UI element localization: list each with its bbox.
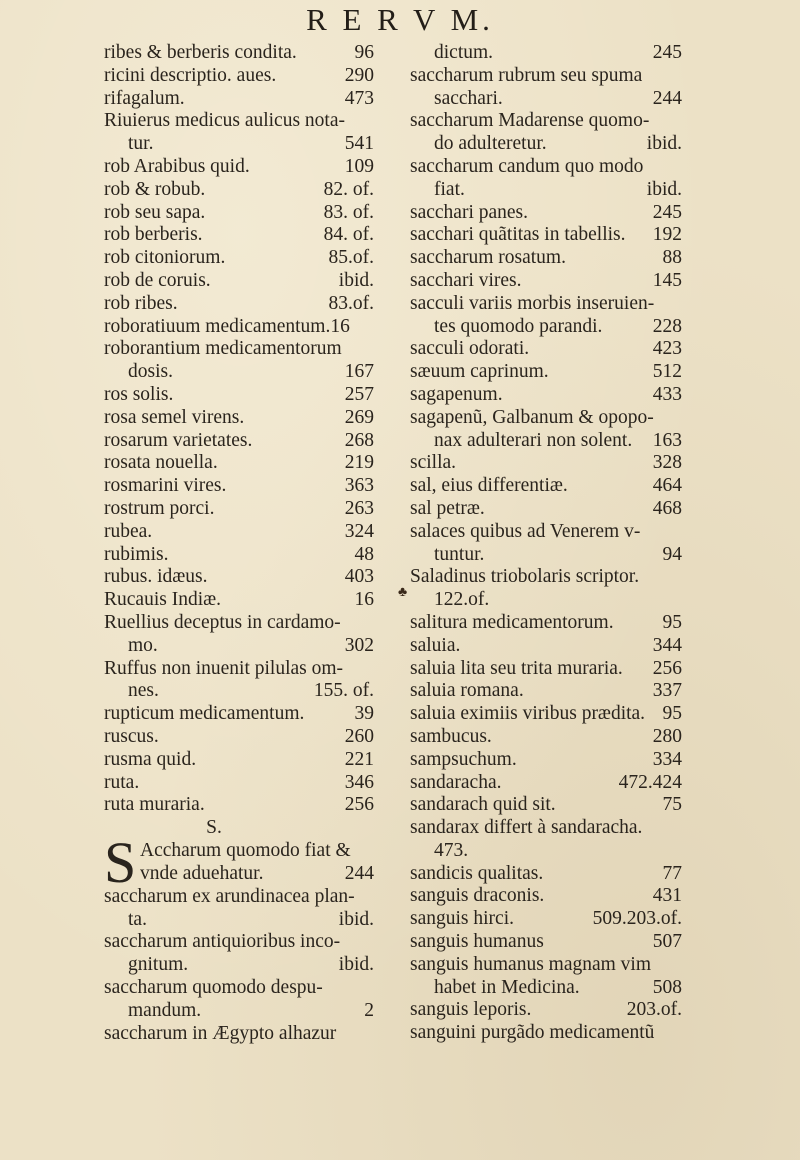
index-entry: [410, 931, 682, 954]
entry-term: rubimis.: [104, 543, 169, 565]
index-entry: [410, 794, 682, 817]
entry-term: sandarax differt à sandaracha.: [410, 817, 643, 839]
index-entry: [410, 977, 682, 1000]
index-entry: [104, 475, 374, 498]
entry-page-ref: 163: [652, 429, 682, 451]
entry-term: nax adulterari non solent.: [434, 429, 633, 451]
index-entry: [410, 475, 682, 498]
entry-page-ref: 244: [344, 862, 374, 884]
index-entry: [410, 247, 682, 270]
index-entry: [410, 703, 682, 726]
entry-page-ref: 167: [344, 361, 374, 383]
entry-page-ref: ibid.: [646, 133, 682, 155]
index-entry: [410, 179, 682, 202]
entry-term: nes.: [128, 680, 159, 702]
dropcap-letter: S: [104, 829, 137, 895]
index-entry: [104, 589, 374, 612]
entry-page-ref: 346: [344, 771, 374, 793]
index-column-right: [410, 42, 682, 1045]
entry-term: Riuierus medicus aulicus nota-: [104, 110, 345, 132]
index-entry: [410, 885, 682, 908]
entry-term: sacculi variis morbis inseruien-: [410, 292, 655, 314]
entry-page-ref: 472.424: [618, 771, 682, 793]
entry-term: sal petræ.: [410, 497, 485, 519]
index-entry: [104, 133, 374, 156]
entry-page-ref: 337: [652, 680, 682, 702]
entry-page-ref: 48: [354, 543, 374, 565]
index-entry: [410, 1022, 682, 1045]
entry-page-ref: 268: [344, 429, 374, 451]
index-entry: [410, 658, 682, 681]
index-entry: [410, 270, 682, 293]
index-entry: [410, 42, 682, 65]
entry-page-ref: 94: [662, 543, 682, 565]
index-entry: [140, 863, 374, 886]
index-entry: [104, 886, 374, 909]
index-entry: [410, 863, 682, 886]
index-entry: [410, 202, 682, 225]
entry-term: sacculi odorati.: [410, 338, 530, 360]
index-entry: [410, 384, 682, 407]
entry-term: salitura medicamentorum.: [410, 611, 614, 633]
entry-page-ref: 324: [344, 520, 374, 542]
index-entry: [104, 566, 374, 589]
index-entry: [410, 316, 682, 339]
index-entry: [410, 749, 682, 772]
entry-page-ref: 423: [652, 338, 682, 360]
index-entry: [410, 612, 682, 635]
entry-term: sanguis humanus: [410, 931, 544, 953]
entry-term: rifagalum.: [104, 87, 185, 109]
entry-term: saccharum rubrum seu spuma: [410, 64, 643, 86]
index-entry: [104, 954, 374, 977]
entry-page-ref: 83. of.: [323, 201, 374, 223]
index-entry: [410, 817, 682, 840]
entry-term: ruta muraria.: [104, 794, 205, 816]
section-letter: S.: [206, 817, 222, 839]
entry-term: tur.: [128, 133, 154, 155]
entry-term: sanguis leporis.: [410, 999, 532, 1021]
entry-term: dictum.: [434, 42, 494, 63]
index-entry: [410, 361, 682, 384]
entry-page-ref: 203.of.: [626, 999, 682, 1021]
entry-term: Ruffus non inuenit pilulas om-: [104, 657, 344, 679]
index-entry: [104, 384, 374, 407]
entry-term: ribes & berberis condita.: [104, 42, 297, 63]
entry-page-ref: 507: [652, 931, 682, 953]
entry-term: mo.: [128, 634, 158, 656]
entry-page-ref: 508: [652, 976, 682, 998]
index-entry: [104, 65, 374, 88]
entry-term: sacchari.: [434, 87, 503, 109]
entry-term: rob seu sapa.: [104, 201, 206, 223]
index-column-left: [104, 42, 374, 1045]
entry-term: rubus. idæus.: [104, 566, 208, 588]
entry-term: saccharum quomodo despu-: [104, 977, 323, 999]
entry-term: rosarum varietates.: [104, 429, 253, 451]
index-entry: [410, 110, 682, 133]
entry-page-ref: 228: [652, 315, 682, 337]
entry-term: Accharum quomodo fiat &: [140, 839, 351, 861]
entry-term: saluia eximiis viribus prædita.: [410, 703, 646, 725]
entry-page-ref: 244: [652, 87, 682, 109]
index-entry: [104, 931, 374, 954]
entry-term: salaces quibus ad Venerem v-: [410, 520, 641, 542]
index-entry: [104, 658, 374, 681]
index-entry: [410, 452, 682, 475]
entry-page-ref: 512: [652, 361, 682, 383]
index-entry: [104, 635, 374, 658]
entry-term: rosa semel virens.: [104, 406, 245, 428]
entry-term: sagapenũ, Galbanum & opopo-: [410, 406, 654, 428]
index-entry: [410, 88, 682, 111]
entry-page-ref: 290: [344, 64, 374, 86]
entry-term: sandarach quid sit.: [410, 794, 556, 816]
index-entry: [410, 407, 682, 430]
index-entry: [104, 794, 374, 817]
entry-page-ref: 334: [652, 748, 682, 770]
entry-page-ref: 83.of.: [328, 292, 374, 314]
entry-term: 122.of.: [434, 589, 490, 611]
entry-term: ta.: [128, 908, 147, 930]
entry-page-ref: 280: [652, 725, 682, 747]
entry-term: saccharum rosatum.: [410, 247, 566, 269]
entry-term: do adulteretur.: [434, 133, 547, 155]
entry-term: rob citoniorum.: [104, 247, 226, 269]
entry-term: rostrum porci.: [104, 497, 215, 519]
entry-term: sacchari vires.: [410, 269, 522, 291]
entry-term: saluia romana.: [410, 680, 524, 702]
entry-page-ref: ibid.: [338, 954, 374, 976]
entry-term: rob ribes.: [104, 292, 178, 314]
entry-term: saccharum ex arundinacea plan-: [104, 885, 355, 907]
entry-term: sal, eius differentiæ.: [410, 475, 568, 497]
entry-page-ref: 39: [354, 703, 374, 725]
index-entry: [410, 224, 682, 247]
index-entry: [104, 1023, 374, 1046]
index-entry: [410, 133, 682, 156]
index-entry: [104, 544, 374, 567]
entry-page-ref: 88: [662, 247, 682, 269]
index-entry: [104, 202, 374, 225]
entry-term: Ruellius deceptus in cardamo-: [104, 611, 341, 633]
index-entry: [410, 999, 682, 1022]
index-entry: [104, 703, 374, 726]
entry-term: sacchari quãtitas in tabellis.: [410, 224, 626, 246]
entry-page-ref: 219: [344, 452, 374, 474]
index-entry: [410, 908, 682, 931]
entry-page-ref: 245: [652, 201, 682, 223]
entry-term: saccharum in Ægypto alhazur: [104, 1022, 337, 1044]
entry-page-ref: 509.203.of.: [592, 908, 682, 930]
index-entry: [104, 338, 374, 361]
index-entry: [104, 726, 374, 749]
entry-term: dosis.: [128, 361, 173, 383]
entry-page-ref: 363: [344, 475, 374, 497]
index-entry: [104, 498, 374, 521]
entry-page-ref: 96: [354, 42, 374, 63]
entry-term: rosata nouella.: [104, 452, 218, 474]
index-entry: [104, 247, 374, 270]
index-entry: [410, 566, 682, 589]
index-entry: [410, 521, 682, 544]
entry-term: scilla.: [410, 452, 457, 474]
entry-page-ref: 145: [652, 269, 682, 291]
index-entry: [104, 521, 374, 544]
entry-term: vnde aduehatur.: [140, 862, 264, 884]
index-entry: [104, 179, 374, 202]
entry-page-ref: ibid.: [338, 908, 374, 930]
entry-term: sambucus.: [410, 725, 492, 747]
index-entry: [410, 498, 682, 521]
index-entry: [104, 110, 374, 133]
index-entry: [410, 589, 682, 612]
dropcap-block: [104, 829, 374, 895]
entry-page-ref: 77: [662, 862, 682, 884]
index-entry: [410, 65, 682, 88]
index-entry: [410, 544, 682, 567]
entry-term: rosmarini vires.: [104, 475, 227, 497]
entry-term: sanguis hirci.: [410, 908, 514, 930]
ornament-mark: ♣: [398, 585, 408, 600]
entry-term: Rucauis Indiæ.: [104, 589, 221, 611]
entry-term: sagapenum.: [410, 383, 503, 405]
entry-term: saccharum Madarense quomo-: [410, 110, 650, 132]
entry-term: gnitum.: [128, 954, 189, 976]
index-entry: [104, 749, 374, 772]
entry-page-ref: 16: [354, 589, 374, 611]
index-entry: [104, 909, 374, 932]
entry-page-ref: 260: [344, 725, 374, 747]
entry-page-ref: 82. of.: [323, 178, 374, 200]
entry-term: sanguis humanus magnam vim: [410, 953, 652, 975]
entry-term: ruscus.: [104, 725, 159, 747]
entry-term: ruta.: [104, 771, 140, 793]
index-entry: [104, 430, 374, 453]
entry-term: sacchari panes.: [410, 201, 529, 223]
index-entry: [410, 156, 682, 179]
entry-term: sæuum caprinum.: [410, 361, 549, 383]
index-entry: [410, 293, 682, 316]
index-entry: [410, 954, 682, 977]
entry-term: rusma quid.: [104, 748, 197, 770]
entry-page-ref: 256: [652, 657, 682, 679]
entry-term: roborantium medicamentorum: [104, 338, 342, 360]
entry-page-ref: 221: [344, 748, 374, 770]
entry-term: sandicis qualitas.: [410, 862, 544, 884]
entry-page-ref: 95: [662, 611, 682, 633]
index-entry: [104, 224, 374, 247]
entry-page-ref: ibid.: [646, 178, 682, 200]
entry-term: rob Arabibus quid.: [104, 155, 250, 177]
entry-page-ref: 155. of.: [313, 680, 374, 702]
index-entry: [104, 316, 374, 339]
index-entry: [410, 840, 682, 863]
entry-page-ref: 95: [662, 703, 682, 725]
index-entry: [104, 88, 374, 111]
index-entry: [104, 42, 374, 65]
entry-page-ref: 431: [652, 885, 682, 907]
entry-term: tuntur.: [434, 543, 485, 565]
entry-page-ref: 464: [652, 475, 682, 497]
entry-page-ref: 468: [652, 497, 682, 519]
entry-term: rob de coruis.: [104, 269, 211, 291]
entry-term: saluia lita seu trita muraria.: [410, 657, 623, 679]
entry-page-ref: 473: [344, 87, 374, 109]
entry-term: ricini descriptio. aues.: [104, 64, 277, 86]
entry-page-ref: 269: [344, 406, 374, 428]
entry-page-ref: 257: [344, 383, 374, 405]
entry-page-ref: 433: [652, 383, 682, 405]
entry-term: Saladinus triobolaris scriptor.: [410, 566, 640, 588]
index-entry: [410, 680, 682, 703]
entry-page-ref: 85.of.: [328, 247, 374, 269]
entry-term: fiat.: [434, 178, 465, 200]
entry-term: 473.: [434, 839, 469, 861]
entry-term: sanguis draconis.: [410, 885, 545, 907]
entry-term: sandaracha.: [410, 771, 502, 793]
entry-page-ref: 109: [344, 155, 374, 177]
index-entry: [104, 293, 374, 316]
index-entry: [104, 680, 374, 703]
entry-page-ref: 2: [364, 999, 374, 1021]
entry-page-ref: 344: [652, 634, 682, 656]
entry-term: sanguini purgãdo medicamentũ: [410, 1022, 655, 1044]
entry-term: rupticum medicamentum.: [104, 703, 305, 725]
entry-term: rubea.: [104, 520, 153, 542]
entry-page-ref: 328: [652, 452, 682, 474]
entry-page-ref: 541: [344, 133, 374, 155]
entry-term: sampsuchum.: [410, 748, 517, 770]
entry-term: saluia.: [410, 634, 461, 656]
entry-term: saccharum antiquioribus inco-: [104, 931, 341, 953]
index-entry: [104, 612, 374, 635]
index-entry: [410, 772, 682, 795]
entry-term: roboratiuum medicamentum.16: [104, 315, 350, 337]
entry-page-ref: ibid.: [338, 269, 374, 291]
index-entry: [410, 726, 682, 749]
entry-term: mandum.: [128, 999, 202, 1021]
index-entry: [104, 156, 374, 179]
index-entry: [104, 270, 374, 293]
index-entry: [104, 361, 374, 384]
index-entry: [104, 452, 374, 475]
index-entry: [410, 635, 682, 658]
index-entry: [410, 338, 682, 361]
entry-page-ref: 84. of.: [323, 224, 374, 246]
index-entry: [140, 840, 374, 863]
index-entry: [104, 407, 374, 430]
entry-page-ref: 245: [652, 42, 682, 63]
index-entry: [410, 430, 682, 453]
index-entry: [104, 772, 374, 795]
entry-term: ros solis.: [104, 383, 174, 405]
entry-term: tes quomodo parandi.: [434, 315, 603, 337]
entry-term: saccharum candum quo modo: [410, 155, 644, 177]
index-entry: [104, 977, 374, 1000]
index-entry: [104, 1000, 374, 1023]
entry-term: habet in Medicina.: [434, 976, 580, 998]
entry-page-ref: 302: [344, 634, 374, 656]
entry-page-ref: 256: [344, 794, 374, 816]
page-header: R E R V M.: [306, 2, 494, 37]
entry-term: rob berberis.: [104, 224, 203, 246]
entry-page-ref: 75: [662, 794, 682, 816]
entry-page-ref: 403: [344, 566, 374, 588]
entry-page-ref: 192: [652, 224, 682, 246]
entry-page-ref: 263: [344, 497, 374, 519]
entry-term: rob & robub.: [104, 178, 206, 200]
